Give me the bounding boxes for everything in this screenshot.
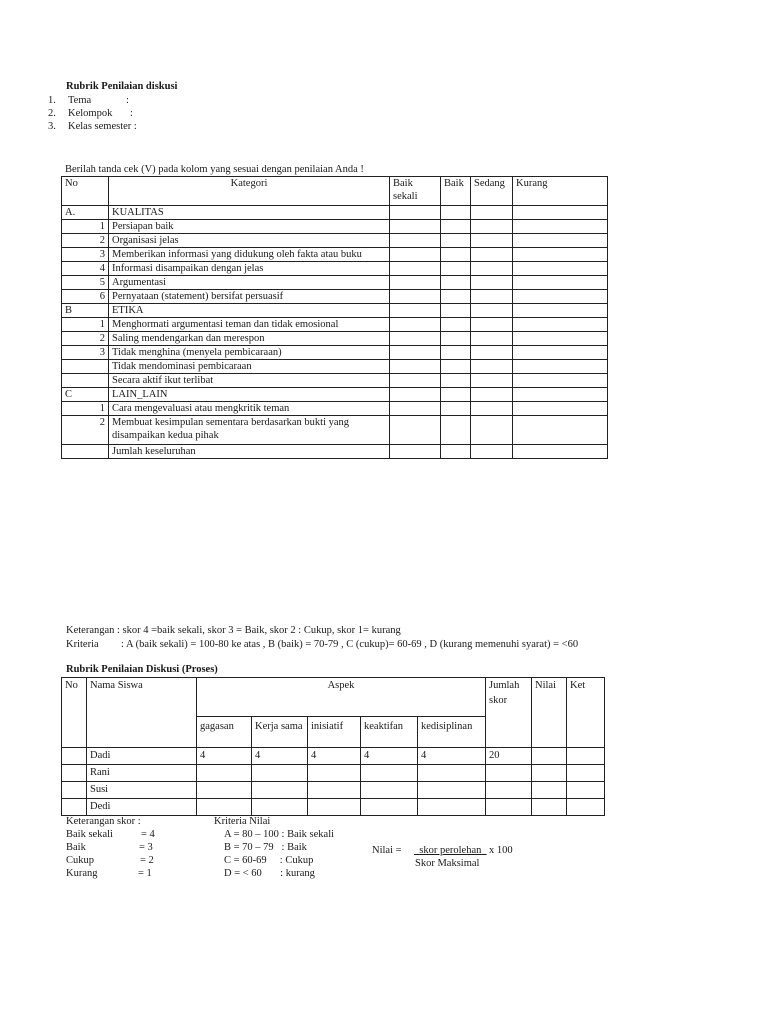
check-baik-sekali-cell[interactable] [390, 332, 441, 346]
row-number-cell [62, 374, 109, 388]
student-no-cell [62, 782, 87, 799]
check-sedang-cell[interactable] [471, 360, 513, 374]
header-item-label: Kelompok [68, 108, 113, 119]
student-name: Dadi [87, 748, 197, 765]
aspect-header: gagasan [197, 717, 252, 748]
col-header-kategori: Kategori [109, 177, 390, 206]
note-cell[interactable] [567, 799, 605, 816]
criteria-item: C = 60-69 : Cukup [224, 855, 314, 866]
row-category: Informasi disampaikan dengan jelas [109, 262, 390, 276]
check-baik-sekali-cell[interactable] [390, 388, 441, 402]
student-row [62, 748, 605, 765]
check-baik-sekali-cell[interactable] [390, 234, 441, 248]
check-baik-sekali-cell[interactable] [390, 206, 441, 220]
check-baik-cell[interactable] [441, 276, 471, 290]
aspect-score-cell[interactable] [308, 765, 361, 782]
page-title: Rubrik Penilaian diskusi [66, 81, 178, 92]
score-legend-label: Kurang [66, 868, 98, 879]
check-kurang-cell[interactable] [513, 276, 608, 290]
rubric1-header-row [62, 177, 608, 206]
aspect-header: Kerja sama [252, 717, 308, 748]
row-number-cell [62, 445, 109, 459]
row-section: B [65, 305, 73, 316]
row-category: Tidak mendominasi pembicaraan [109, 360, 390, 374]
criteria-item: D = < 60 : kurang [224, 868, 315, 879]
row-number-cell [62, 402, 109, 416]
score-legend-label: Baik [66, 842, 86, 853]
check-baik-cell[interactable] [441, 346, 471, 360]
row-number: 1 [99, 403, 105, 414]
col-header-baik: Baik [441, 177, 471, 206]
total-score-cell[interactable] [486, 782, 532, 799]
rubric1-row [62, 416, 608, 445]
note-cell[interactable] [567, 748, 605, 765]
row-number-cell [62, 388, 109, 402]
row-number: 2 [99, 417, 105, 428]
rubric1-row [62, 318, 608, 332]
aspect-score-cell[interactable] [308, 799, 361, 816]
check-baik-sekali-cell[interactable] [390, 402, 441, 416]
check-baik-sekali-cell[interactable] [390, 360, 441, 374]
check-baik-cell[interactable] [441, 206, 471, 220]
check-sedang-cell[interactable] [471, 262, 513, 276]
criteria-note-label: Kriteria [66, 639, 99, 650]
row-category: Organisasi jelas [109, 234, 390, 248]
row-number-cell [62, 332, 109, 346]
row-category: Menghormati argumentasi teman dan tidak emosional [109, 318, 390, 332]
aspect-score-cell[interactable] [418, 799, 486, 816]
rubric2-title: Rubrik Penilaian Diskusi (Proses) [66, 664, 218, 675]
formula-numerator-text: skor perolehan [419, 845, 482, 856]
rubric2-table [61, 677, 605, 816]
row-category: KUALITAS [109, 206, 390, 220]
score-legend-label: Cukup [66, 855, 95, 866]
check-baik-sekali-cell[interactable] [390, 276, 441, 290]
student-no-cell [62, 748, 87, 765]
aspect-score-cell[interactable]: 4 [197, 748, 252, 765]
header-item-sep: : [130, 108, 133, 119]
rubric1-row [62, 248, 608, 262]
aspect-score-cell[interactable] [252, 799, 308, 816]
check-baik-sekali-cell[interactable] [390, 416, 441, 445]
check-kurang-cell[interactable] [513, 332, 608, 346]
check-sedang-cell[interactable] [471, 290, 513, 304]
check-baik-sekali-cell[interactable] [390, 304, 441, 318]
aspect-score-cell[interactable] [361, 782, 418, 799]
check-sedang-cell[interactable] [471, 402, 513, 416]
check-sedang-cell[interactable] [471, 388, 513, 402]
check-baik-cell[interactable] [441, 248, 471, 262]
rubric1-table [61, 176, 608, 459]
row-number-cell [62, 416, 109, 445]
rubric1-row [62, 402, 608, 416]
rubric1-row [62, 206, 608, 220]
aspect-header: keaktifan [361, 717, 418, 748]
aspect-score-cell[interactable] [308, 782, 361, 799]
check-baik-sekali-cell[interactable] [390, 220, 441, 234]
rubric1-row [62, 290, 608, 304]
row-section: C [65, 389, 73, 400]
student-name: Rani [87, 765, 197, 782]
check-sedang-cell[interactable] [471, 206, 513, 220]
row-category: Saling mendengarkan dan merespon [109, 332, 390, 346]
note-cell[interactable] [567, 765, 605, 782]
aspect-score-cell[interactable] [361, 765, 418, 782]
col-header-baik-sekali: Baik sekali [390, 177, 441, 206]
row-category: Persiapan baik [109, 220, 390, 234]
criteria-item: A = 80 – 100 : Baik sekali [224, 829, 335, 840]
row-category: Memberikan informasi yang didukung oleh fakta atau buku [109, 248, 390, 262]
row-number-cell [62, 360, 109, 374]
check-baik-sekali-cell[interactable] [390, 290, 441, 304]
check-sedang-cell[interactable] [471, 234, 513, 248]
rubric1-row [62, 262, 608, 276]
aspect-score-cell[interactable] [197, 765, 252, 782]
rubric1-row [62, 346, 608, 360]
check-kurang-cell[interactable] [513, 234, 608, 248]
formula-multiplier: x 100 [489, 845, 513, 856]
check-sedang-cell[interactable] [471, 318, 513, 332]
aspect-score-cell[interactable]: 4 [361, 748, 418, 765]
row-number-cell [62, 346, 109, 360]
formula-prefix: Nilai = [372, 845, 402, 856]
check-baik-cell[interactable] [441, 388, 471, 402]
row-number: 2 [99, 333, 105, 344]
check-kurang-cell[interactable] [513, 360, 608, 374]
check-sedang-cell[interactable] [471, 416, 513, 445]
rubric1-row [62, 388, 608, 402]
col-header-sedang: Sedang [471, 177, 513, 206]
col-header-nilai: Nilai [532, 678, 567, 748]
check-baik-sekali-cell[interactable] [390, 374, 441, 388]
aspect-score-cell[interactable] [197, 799, 252, 816]
row-number: 5 [99, 277, 105, 288]
rubric1-row [62, 360, 608, 374]
row-number-cell [62, 276, 109, 290]
rubric2-header-row [62, 678, 605, 717]
header-item-sep: : [126, 95, 129, 106]
score-legend-value: = 3 [139, 842, 153, 853]
header-item-label: Tema [68, 95, 92, 106]
total-score-cell[interactable] [486, 799, 532, 816]
note-cell[interactable] [567, 782, 605, 799]
check-baik-cell[interactable] [441, 445, 471, 459]
student-row [62, 765, 605, 782]
header-item-number: 3. [48, 121, 56, 132]
row-number-cell [62, 220, 109, 234]
check-sedang-cell[interactable] [471, 220, 513, 234]
check-kurang-cell[interactable] [513, 388, 608, 402]
row-number-cell [62, 206, 109, 220]
row-category: Jumlah keseluruhan [109, 445, 390, 459]
check-kurang-cell[interactable] [513, 445, 608, 459]
student-no-cell [62, 765, 87, 782]
criteria-note-text: : A (baik sekali) = 100-80 ke atas , B (baik) = 70-79 , C (cukup)= 60-69 , D (kurang memenuhi syarat) = <60 [121, 639, 579, 650]
aspect-score-cell[interactable] [252, 765, 308, 782]
criteria-item: B = 70 – 79 : Baik [224, 842, 307, 853]
aspect-score-cell[interactable]: 4 [252, 748, 308, 765]
row-number-cell [62, 234, 109, 248]
header-item-number: 1. [48, 95, 56, 106]
student-row [62, 782, 605, 799]
rubric1-row [62, 304, 608, 318]
check-kurang-cell[interactable] [513, 402, 608, 416]
check-kurang-cell[interactable] [513, 346, 608, 360]
rubric1-row [62, 220, 608, 234]
rubric1-row [62, 234, 608, 248]
col-header-no: No [62, 177, 109, 206]
row-category: Secara aktif ikut terlibat [109, 374, 390, 388]
check-baik-cell[interactable] [441, 220, 471, 234]
grade-cell[interactable] [532, 765, 567, 782]
col-header-jumlah: Jumlah skor [486, 678, 532, 748]
check-sedang-cell[interactable] [471, 445, 513, 459]
check-kurang-cell[interactable] [513, 318, 608, 332]
header-item-number: 2. [48, 108, 56, 119]
check-baik-sekali-cell[interactable] [390, 445, 441, 459]
check-sedang-cell[interactable] [471, 304, 513, 318]
rubric1-row [62, 332, 608, 346]
score-legend-title: Keterangan skor : [66, 816, 141, 827]
formula-numerator [414, 845, 487, 856]
student-name: Dedi [87, 799, 197, 816]
aspect-header: kedisiplinan [418, 717, 486, 748]
aspect-score-cell[interactable] [361, 799, 418, 816]
row-category: ETIKA [109, 304, 390, 318]
row-number-cell [62, 304, 109, 318]
check-kurang-cell[interactable] [513, 206, 608, 220]
row-number: 2 [99, 235, 105, 246]
row-number: 1 [99, 319, 105, 330]
grade-cell[interactable] [532, 799, 567, 816]
row-category: LAIN_LAIN [109, 388, 390, 402]
row-category: Cara mengevaluasi atau mengkritik teman [109, 402, 390, 416]
check-baik-sekali-cell[interactable] [390, 318, 441, 332]
row-category: Membuat kesimpulan sementara berdasarkan bukti yang disampaikan kedua pihak [109, 416, 390, 445]
aspect-header: inisiatif [308, 717, 361, 748]
check-baik-sekali-cell[interactable] [390, 346, 441, 360]
check-baik-cell[interactable] [441, 318, 471, 332]
aspect-score-cell[interactable] [418, 765, 486, 782]
grade-cell[interactable] [532, 748, 567, 765]
score-legend-label: Baik sekali [66, 829, 113, 840]
row-number: 1 [99, 221, 105, 232]
check-kurang-cell[interactable] [513, 374, 608, 388]
check-baik-cell[interactable] [441, 262, 471, 276]
check-baik-cell[interactable] [441, 290, 471, 304]
student-name: Susi [87, 782, 197, 799]
col-header-nama: Nama Siswa [87, 678, 197, 748]
row-number: 3 [99, 249, 105, 260]
row-number: 3 [99, 347, 105, 358]
check-kurang-cell[interactable] [513, 290, 608, 304]
aspect-score-cell[interactable] [252, 782, 308, 799]
col-header-ket: Ket [567, 678, 605, 748]
row-section: A. [65, 207, 76, 218]
criteria-title: Kriteria Nilai [214, 816, 271, 827]
student-no-cell [62, 799, 87, 816]
check-baik-cell[interactable] [441, 416, 471, 445]
row-category: Argumentasi [109, 276, 390, 290]
score-note: Keterangan : skor 4 =baik sekali, skor 3 = Baik, skor 2 : Cukup, skor 1= kurang [66, 625, 401, 636]
row-category: Pernyataan (statement) bersifat persuasif [109, 290, 390, 304]
formula-denominator: Skor Maksimal [415, 858, 480, 869]
total-score-cell[interactable]: 20 [486, 748, 532, 765]
score-legend-value: = 2 [140, 855, 154, 866]
row-number-cell [62, 290, 109, 304]
aspect-score-cell[interactable]: 4 [418, 748, 486, 765]
check-sedang-cell[interactable] [471, 374, 513, 388]
aspect-score-cell[interactable] [197, 782, 252, 799]
check-kurang-cell[interactable] [513, 304, 608, 318]
row-number-cell [62, 248, 109, 262]
col-header-no: No [62, 678, 87, 748]
check-sedang-cell[interactable] [471, 276, 513, 290]
check-kurang-cell[interactable] [513, 262, 608, 276]
rubric1-instruction: Berilah tanda cek (V) pada kolom yang sesuai dengan penilaian Anda ! [65, 164, 364, 175]
student-row [62, 799, 605, 816]
row-number: 4 [99, 263, 105, 274]
check-kurang-cell[interactable] [513, 220, 608, 234]
check-sedang-cell[interactable] [471, 248, 513, 262]
total-score-cell[interactable] [486, 765, 532, 782]
rubric1-row [62, 374, 608, 388]
check-sedang-cell[interactable] [471, 346, 513, 360]
row-category: Tidak menghina (menyela pembicaraan) [109, 346, 390, 360]
check-kurang-cell[interactable] [513, 416, 608, 445]
col-header-kurang: Kurang [513, 177, 608, 206]
check-baik-cell[interactable] [441, 374, 471, 388]
check-sedang-cell[interactable] [471, 332, 513, 346]
grade-cell[interactable] [532, 782, 567, 799]
col-header-aspek: Aspek [197, 678, 486, 717]
check-baik-cell[interactable] [441, 304, 471, 318]
rubric1-row [62, 276, 608, 290]
score-legend-value: = 1 [138, 868, 152, 879]
aspect-score-cell[interactable]: 4 [308, 748, 361, 765]
score-legend-value: = 4 [141, 829, 155, 840]
check-baik-cell[interactable] [441, 402, 471, 416]
check-baik-cell[interactable] [441, 332, 471, 346]
check-baik-sekali-cell[interactable] [390, 248, 441, 262]
check-baik-cell[interactable] [441, 360, 471, 374]
check-baik-sekali-cell[interactable] [390, 262, 441, 276]
rubric1-row [62, 445, 608, 459]
header-item-label: Kelas semester : [68, 121, 137, 132]
aspect-score-cell[interactable] [418, 782, 486, 799]
row-number-cell [62, 262, 109, 276]
check-kurang-cell[interactable] [513, 248, 608, 262]
row-number: 6 [99, 291, 105, 302]
row-number-cell [62, 318, 109, 332]
check-baik-cell[interactable] [441, 234, 471, 248]
